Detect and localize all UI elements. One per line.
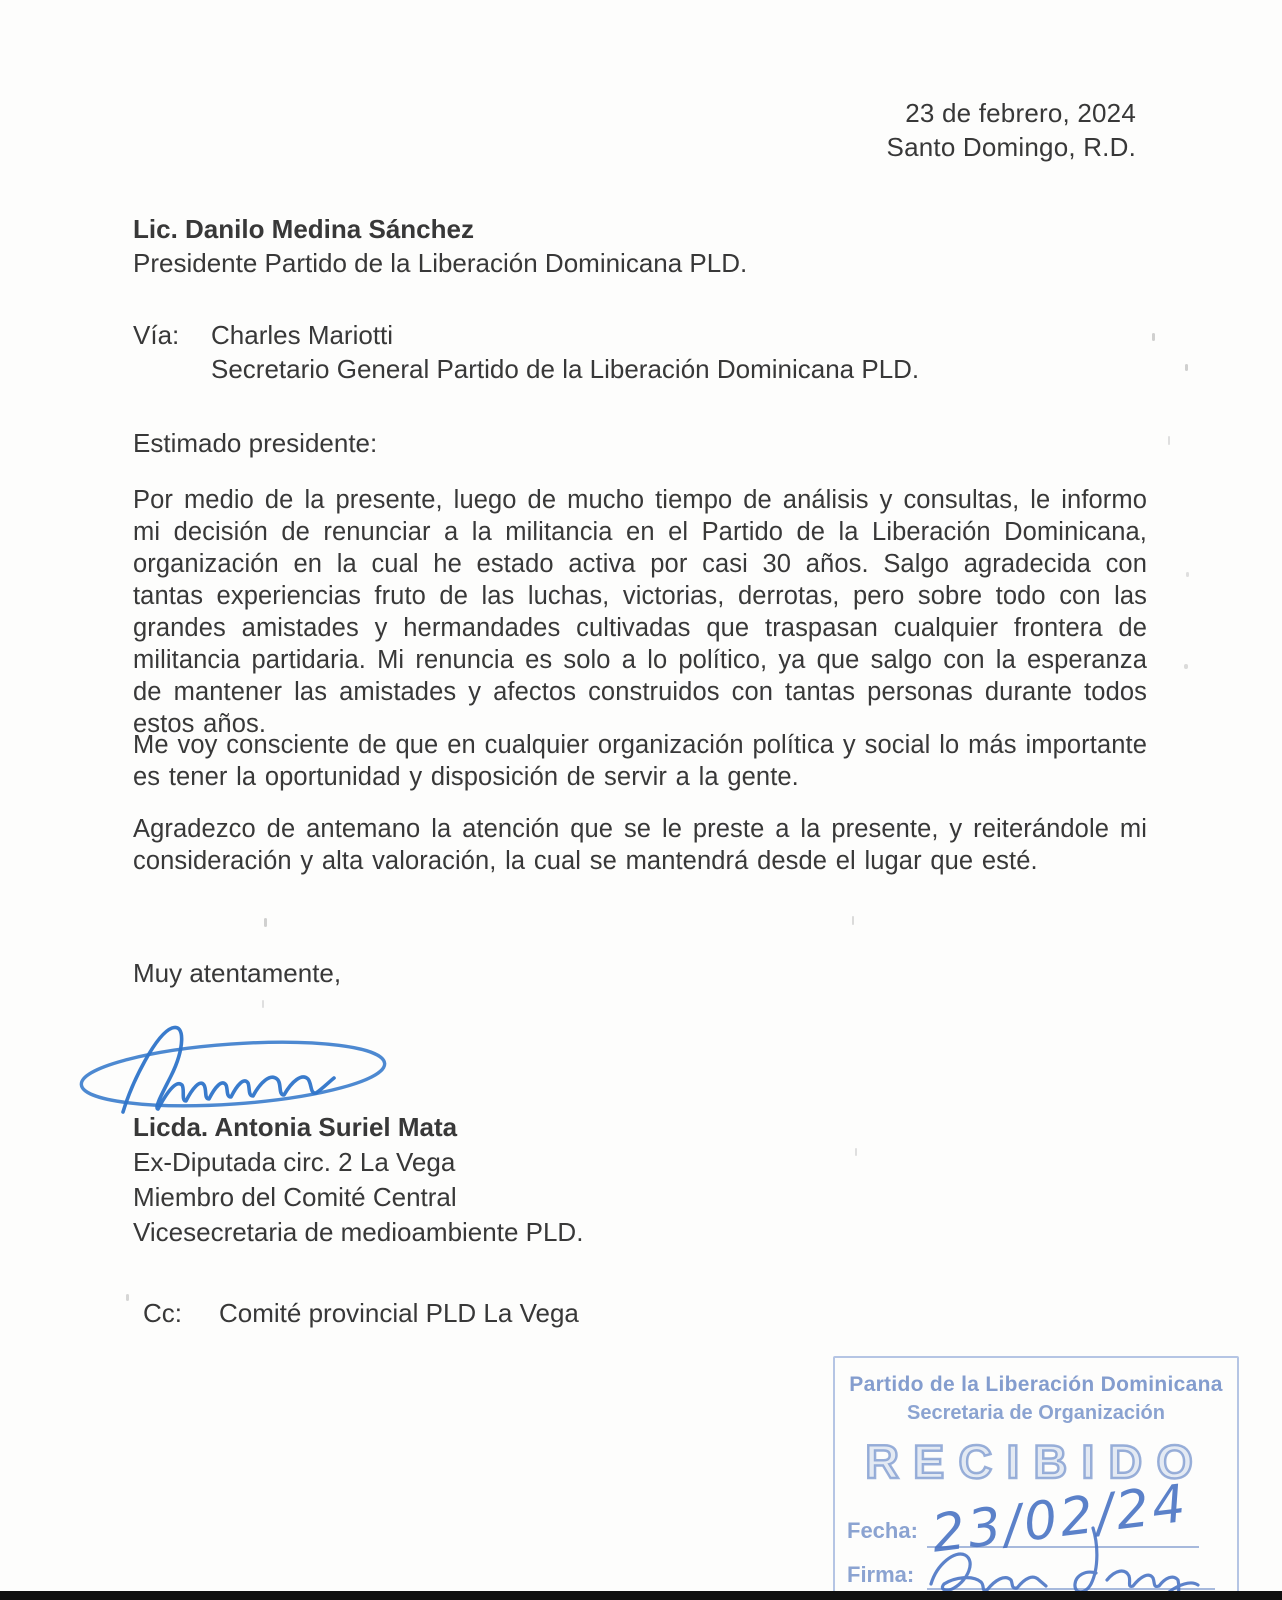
received-stamp bbox=[833, 1356, 1239, 1594]
signer-title-3: Vicesecretaria de medioambiente PLD. bbox=[133, 1217, 584, 1247]
scan-speck bbox=[1152, 333, 1155, 341]
recipient-block bbox=[133, 212, 747, 280]
stamp-fecha-handwritten: 23/02/24 bbox=[928, 1473, 1192, 1565]
scan-speck bbox=[264, 918, 267, 927]
stamp-org-line-2: Secretaria de Organización bbox=[907, 1402, 1165, 1424]
signer-block bbox=[133, 1110, 583, 1250]
scan-edge-bar bbox=[0, 1591, 1282, 1600]
scan-speck bbox=[1184, 664, 1188, 669]
closing-line: Muy atentamente, bbox=[133, 958, 342, 988]
handwritten-signature-icon bbox=[68, 1008, 398, 1126]
cc-value: Comité provincial PLD La Vega bbox=[219, 1298, 579, 1328]
signer-name: Licda. Antonia Suriel Mata bbox=[133, 1112, 458, 1142]
body-paragraph-2: Me voy consciente de que en cualquier organización política y social lo más importante es tener la oportunidad y disposición de servir a la gente. bbox=[133, 731, 1147, 791]
scan-speck bbox=[1186, 572, 1189, 577]
via-title: Secretario General Partido de la Liberación Dominicana PLD. bbox=[211, 354, 920, 384]
stamp-firma-label: Firma: bbox=[847, 1562, 915, 1587]
date-line: 23 de febrero, 2024 bbox=[905, 98, 1136, 128]
stamp-fecha-label: Fecha: bbox=[847, 1518, 918, 1543]
scan-speck bbox=[852, 916, 854, 925]
salutation: Estimado presidente: bbox=[133, 428, 378, 458]
via-label: Vía: bbox=[133, 320, 180, 350]
scan-speck bbox=[1185, 364, 1188, 371]
signer-title-1: Ex-Diputada circ. 2 La Vega bbox=[133, 1147, 456, 1177]
stamp-org-line-1: Partido de la Liberación Dominicana bbox=[849, 1373, 1223, 1396]
scan-speck bbox=[1168, 436, 1170, 445]
scan-speck bbox=[262, 1000, 264, 1008]
stamp-status: RECIBIDO bbox=[865, 1435, 1207, 1488]
scan-speck bbox=[855, 1148, 857, 1156]
date-block bbox=[887, 96, 1136, 164]
body-paragraph-1: Por medio de la presente, luego de mucho tiempo de análisis y consultas, le informo mi decisión de renunciar a la militancia en el Partido de la Liberación Dominicana, organización en la cual he estado activa por casi 30 años. Salgo agradecida con tantas experiencias fruto de las luchas, victorias, derrotas, pero sobre todo con las grandes amistades y hermandades cultivadas que traspasan cualquier frontera de militancia partidaria. Mi renuncia es solo a lo político, ya que salgo con la esperanza de mantener las amistades y afectos construidos con tantas personas durante todos estos años. bbox=[133, 486, 1147, 738]
scan-speck bbox=[126, 1294, 129, 1301]
body-paragraph-3: Agradezco de antemano la atención que se le preste a la presente, y reiterándole mi consideración y alta valoración, la cual se mantendrá desde el lugar que esté. bbox=[133, 815, 1147, 875]
place-line: Santo Domingo, R.D. bbox=[886, 132, 1136, 162]
cc-label: Cc: bbox=[143, 1298, 182, 1328]
via-name: Charles Mariotti bbox=[211, 320, 394, 350]
signer-title-2: Miembro del Comité Central bbox=[133, 1182, 457, 1212]
via-block bbox=[133, 318, 919, 386]
recipient-name: Lic. Danilo Medina Sánchez bbox=[133, 214, 474, 244]
cc-block bbox=[143, 1298, 579, 1329]
recipient-title: Presidente Partido de la Liberación Dominicana PLD. bbox=[133, 248, 748, 278]
